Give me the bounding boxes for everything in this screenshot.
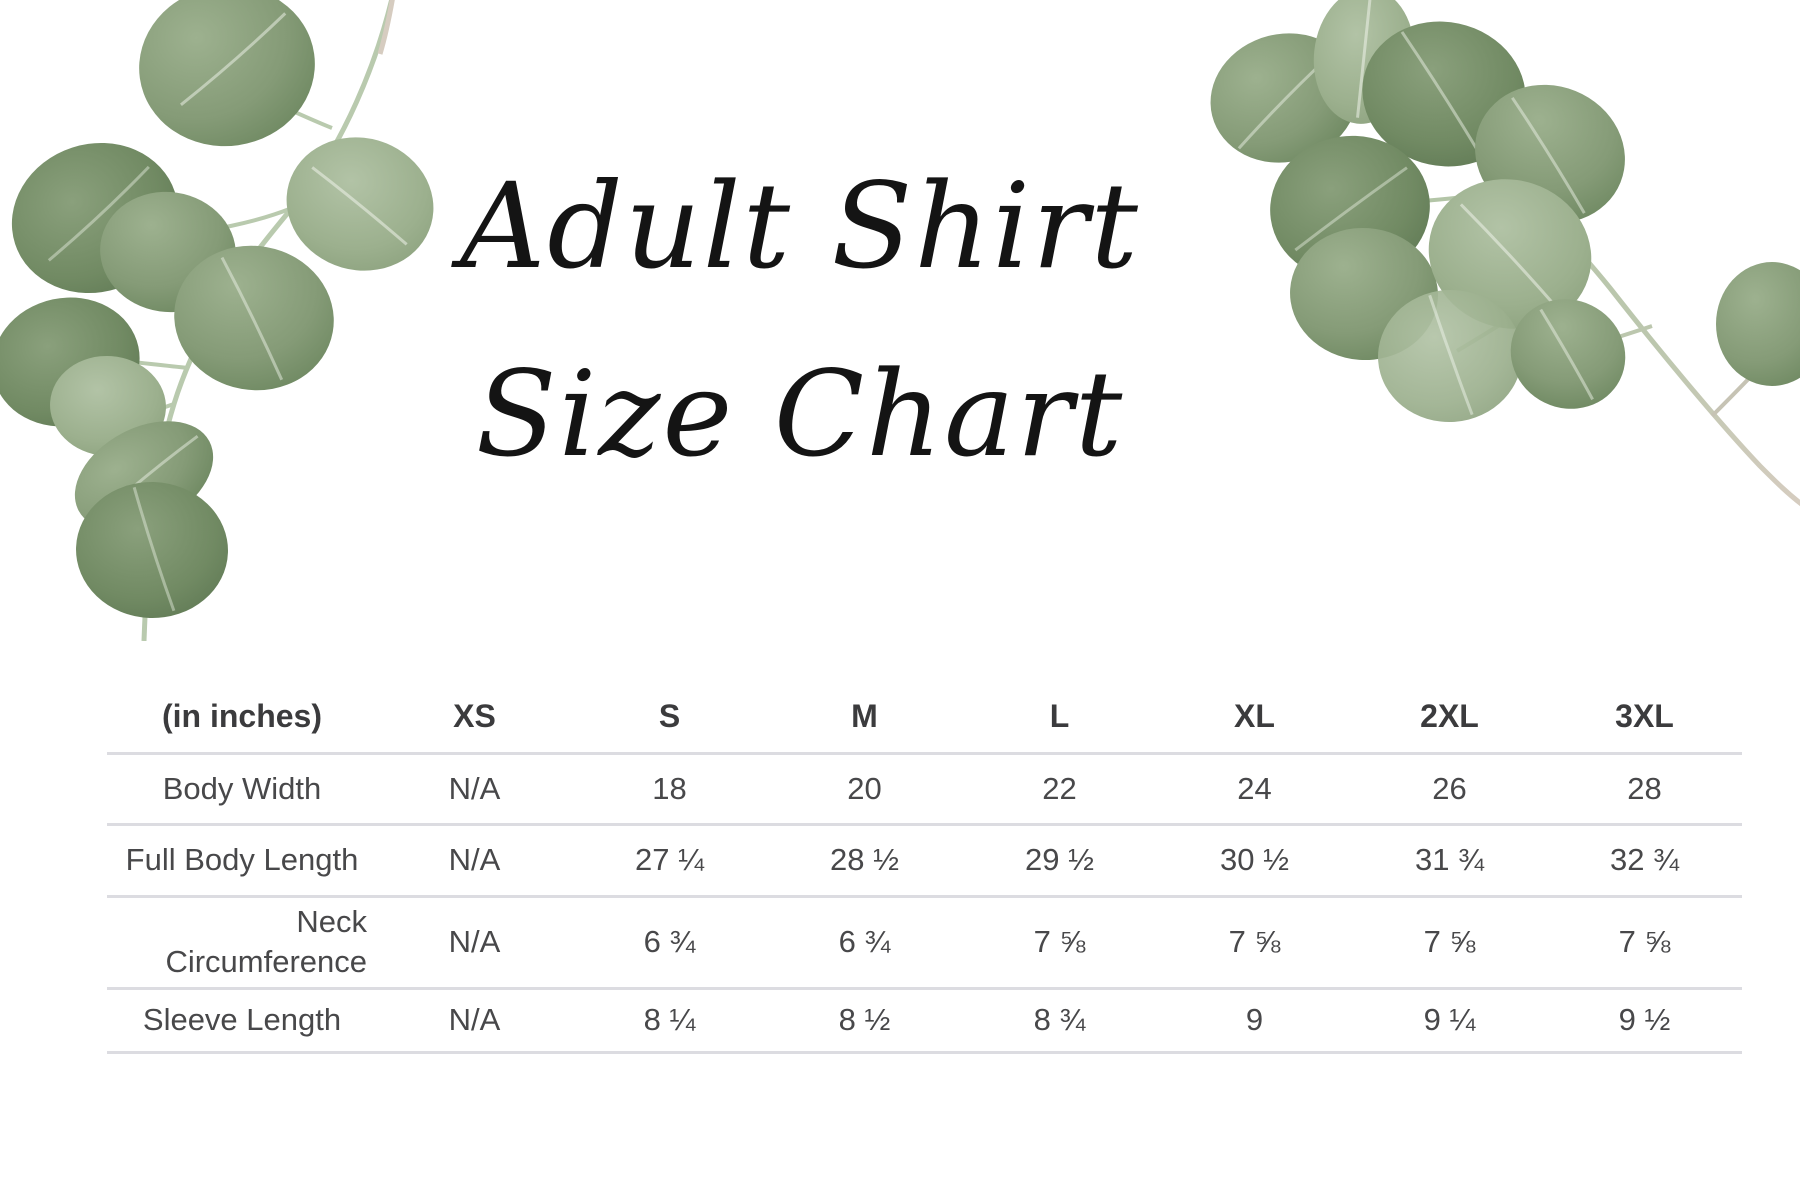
table-cell: 8 ½ xyxy=(767,988,962,1052)
table-cell: 7 ⅝ xyxy=(1547,896,1742,988)
row-label-full-body-length: Full Body Length xyxy=(125,842,359,877)
eucalyptus-branch-left-illustration xyxy=(0,0,462,641)
table-cell: 6 ¾ xyxy=(767,896,962,988)
unit-header: (in inches) xyxy=(107,681,377,753)
table-cell: 8 ¼ xyxy=(572,988,767,1052)
table-row-sleeve-length xyxy=(107,988,1742,1052)
eucalyptus-branch-right-illustration xyxy=(1112,0,1800,521)
table-cell: 9 ½ xyxy=(1547,988,1742,1052)
table-cell: 7 ⅝ xyxy=(1352,896,1547,988)
header-row xyxy=(107,681,1742,753)
table-cell: 22 xyxy=(962,753,1157,824)
branch-stem xyxy=(80,0,394,641)
table-cell: 6 ¾ xyxy=(572,896,767,988)
table-cell: 9 xyxy=(1157,988,1352,1052)
table-cell: 8 ¾ xyxy=(962,988,1157,1052)
table-cell: 7 ⅝ xyxy=(1157,896,1352,988)
col-header-3xl: 3XL xyxy=(1547,681,1742,753)
table-row-body-width xyxy=(107,753,1742,824)
col-header-m: M xyxy=(767,681,962,753)
table-cell: 32 ¾ xyxy=(1547,824,1742,896)
title-line-1: Adult Shirt xyxy=(460,157,1140,295)
table-cell: 31 ¾ xyxy=(1352,824,1547,896)
col-header-s: S xyxy=(572,681,767,753)
branch-leaves xyxy=(1197,0,1800,428)
row-label-body-width: Body Width xyxy=(162,770,322,806)
table-cell: N/A xyxy=(377,988,572,1052)
col-header-xl: XL xyxy=(1157,681,1352,753)
table-cell: 9 ¼ xyxy=(1352,988,1547,1052)
table-cell: 20 xyxy=(767,753,962,824)
branch-stem xyxy=(1346,0,1800,506)
col-header-xs: XS xyxy=(377,681,572,753)
branch-leaves xyxy=(0,0,449,621)
page-title xyxy=(460,132,1140,508)
col-header-2xl: 2XL xyxy=(1352,681,1547,753)
table-cell: N/A xyxy=(377,896,572,988)
table-row-full-body-length xyxy=(107,824,1742,896)
table-cell: 18 xyxy=(572,753,767,824)
table-cell: 28 ½ xyxy=(767,824,962,896)
size-table xyxy=(107,681,1742,1054)
table-cell: 30 ½ xyxy=(1157,824,1352,896)
col-header-l: L xyxy=(962,681,1157,753)
title-line-2: Size Chart xyxy=(475,345,1125,483)
table-cell: 29 ½ xyxy=(962,824,1157,896)
table-cell: N/A xyxy=(377,753,572,824)
table-cell: 7 ⅝ xyxy=(962,896,1157,988)
table-cell: 27 ¼ xyxy=(572,824,767,896)
table-cell: 28 xyxy=(1547,753,1742,824)
table-cell: 24 xyxy=(1157,753,1352,824)
table-cell: 26 xyxy=(1352,753,1547,824)
row-label-sleeve-length: Sleeve Length xyxy=(142,1002,342,1037)
row-label-neck-circumference: Neck Circumference xyxy=(165,904,367,979)
table-row-neck-circumference xyxy=(107,896,1742,988)
table-cell: N/A xyxy=(377,824,572,896)
